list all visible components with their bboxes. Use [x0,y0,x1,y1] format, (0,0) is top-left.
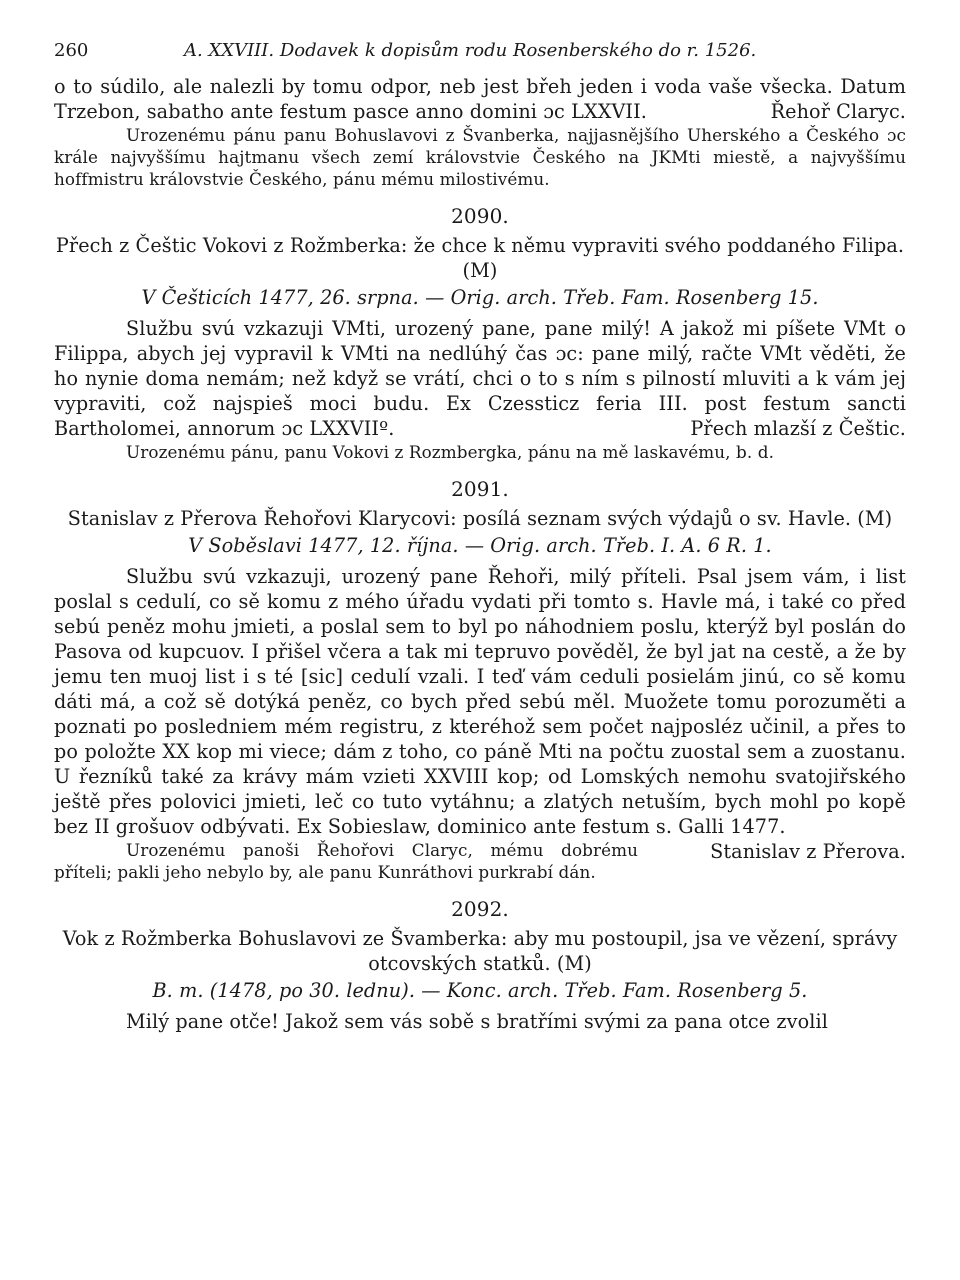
letter-number: 2092. [451,897,509,921]
letter-number: 2090. [451,204,509,228]
running-title: A. XXVIII. Dodavek k dopisům rodu Rosenberského do r. 1526. [184,40,757,61]
letter-text: Službu svú vzkazuji, urozený pane Řehoři, milý příteli. Psal jsem vám, i list poslal s cedulí, co sě komu z mého úřadu vydati při tomto s. Havle má, i také co před sebú peněz mohu jmieti, a poslal sem to byl po náhodniem poslu, kterýž byl poslán do Pasova od kupcuov. I přišel včera a tak mi tepruvo pověděl, že byl jat na cestě, a že by jemu ten muoj list i s té [sic] cedulí vzali. I teď vám ceduli posielám jinú, co sě komu dáti má, a což sě dotýká peněz, co bych před sebú měl. Muožete tomu porozuměti a poznati po posledniem mém registru, z kteréhož sem počet najposléz učinil, a přes to po položte XX kop mi viece; dám z toho, co páně Mti na počtu zuostal sem a zuostanu. U řezníků také za krávy mám vzieti XXVIII kop; od Lomských nemohu svatojiřského ještě přes polovici jmieti, leč co tuto vytáhnu; a zlatých netuším, bych mohl po kopě bez II grošuov odbývati. Ex Sobieslaw, dominico ante festum s. Galli 1477. Stanislav z Přerova. [54,565,906,863]
letter-text: Službu svú vzkazuji VMti, urozený pane, pane milý! A jakož mi píšete VMt o Filippa, abych jej vypravil k VMti na nedlúhý čas ɔc: pane milý, račte VMt věděti, že ho nynie doma nemám; než když se vrátí, chci o to s ním s pilností mluviti a k vám jej vypraviti, což najspieš moci budu. Ex Czessticz feria III. post festum sancti Bartholomei, annorum ɔc LXXVIIº. Přech mlazší z Češtic. [54,317,906,440]
letter-source: B. m. (1478, po 30. lednu). — Konc. arch. Třeb. Fam. Rosenberg 5. [152,979,808,1002]
letter-summary: Stanislav z Přerova Řehořovi Klarycovi: posílá seznam svých výdajů o sv. Havle. (M) [67,507,893,530]
letter-address: Urozenému panoši Řehořovi Claryc, mému dobrému příteli; pakli jeho nebylo by, ale panu Kunráthovi purkrabí dán. [54,840,639,882]
page-number: 260 [54,40,89,61]
letter-summary: Přech z Češtic Vokovi z Rožmberka: že chce k němu vypraviti svého poddaného Filipa. (M) [55,234,905,282]
letter-address: Urozenému pánu, panu Vokovi z Rozmbergka, pánu na mě laskavému, b. d. [126,442,775,462]
page-header [54,40,906,74]
previous-letter-text: o to súdilo, ale nalezli by tomu odpor, neb jest břeh jeden i voda vaše všecka. Datum Trzebon, sabatho ante festum pasce anno domini ɔc LXXVII. Řehoř Claryc. [54,75,906,123]
page-body [54,74,906,1034]
letter-number: 2091. [451,477,509,501]
previous-letter-signature: Řehoř Claryc. [770,100,906,123]
document-page [54,40,906,1034]
letter-text: Milý pane otče! Jakož sem vás sobě s bratřími svými za pana otce zvolil [126,1010,828,1033]
previous-letter-address: Urozenému pánu panu Bohuslavovi z Švanberka, najjasnějšího Uherského a Českého ɔc krále najvyššímu hajtmanu všech zemí královstvie Českého na JKMti miestě, a najvyššímu hoffmistru královstvie Českého, pánu mému milostivému. [54,125,906,189]
letter-summary: Vok z Rožmberka Bohuslavovi ze Švamberka: aby mu postoupil, jsa ve vězení, správy otcovských statků. (M) [62,927,898,975]
letter-signature: Přech mlazší z Češtic. [690,417,906,440]
letter-source: V Soběslavi 1477, 12. října. — Orig. arch. Třeb. I. A. 6 R. 1. [188,534,772,557]
letter-signature: Stanislav z Přerova. [710,840,906,863]
letter-source: V Češticích 1477, 26. srpna. — Orig. arch. Třeb. Fam. Rosenberg 15. [141,286,819,309]
